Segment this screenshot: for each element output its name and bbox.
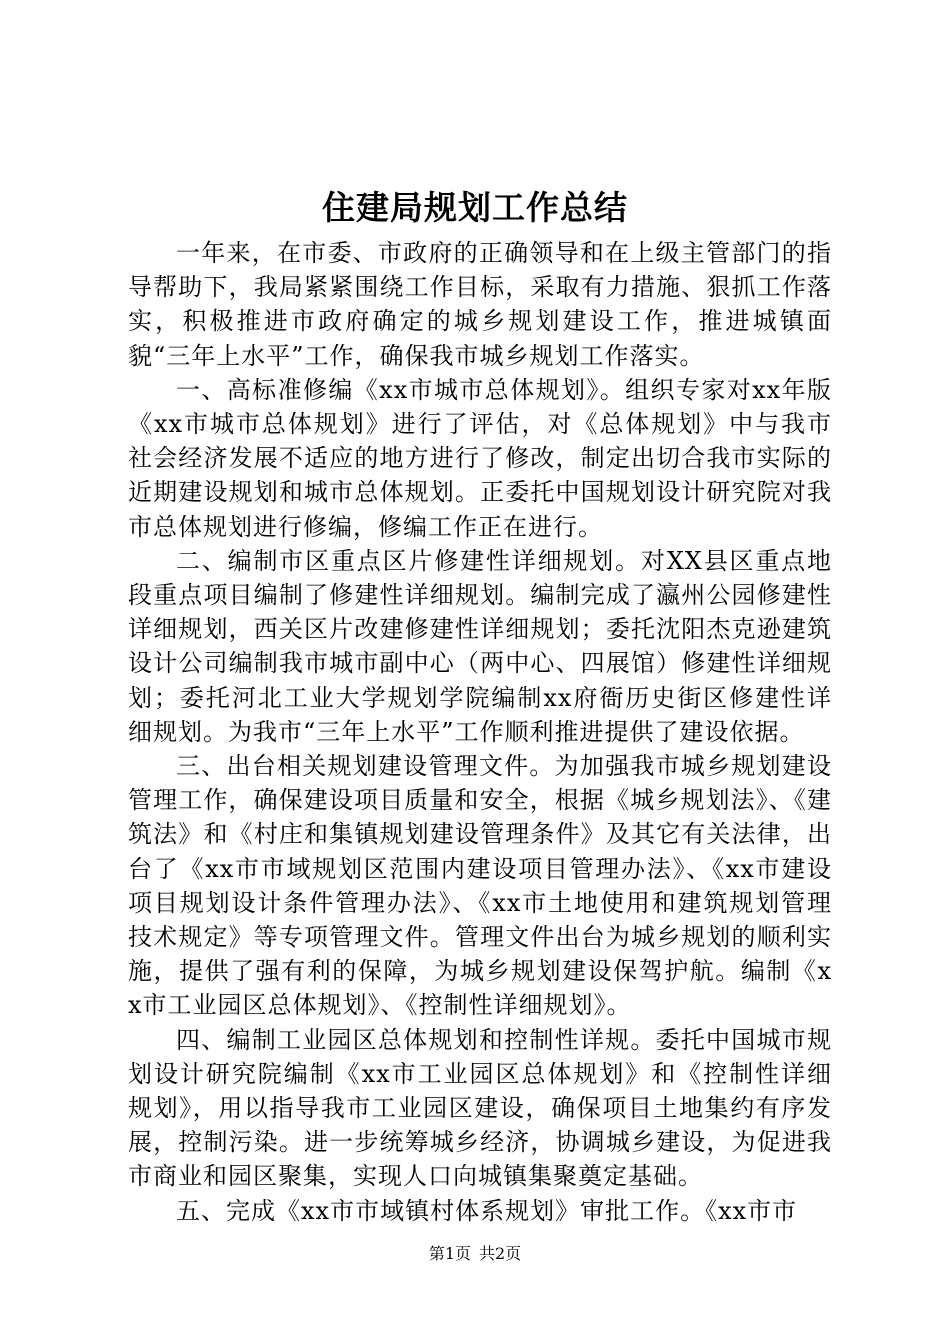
page-number: 第1页 (428, 1244, 471, 1263)
paragraph-section-5: 五、完成《xx市市域镇村体系规划》审批工作。《xx市市 (176, 1196, 798, 1225)
page-footer (0, 1244, 950, 1264)
page-total: 共2页 (479, 1244, 522, 1263)
document-body (128, 236, 832, 1228)
document-title: 住建局规划工作总结 (322, 188, 628, 227)
paragraph-section-4: 四、编制工业园区总体规划和控制性详规。委托中国城市规划设计研究院编制《xx市工业园区总体规划》和《控制性详细规划》，用以指导我市工业园区建设，确保项目土地集约有序发展，控制污染。进一步统筹城乡经济，协调城乡建设，为促进我市商业和园区聚集，实现人口向城镇集聚奠定基础。 (128, 1025, 832, 1191)
paragraph-intro: 一年来，在市委、市政府的正确领导和在上级主管部门的指导帮助下，我局紧紧围绕工作目标，采取有力措施、狠抓工作落实，积极推进市政府确定的城乡规划建设工作，推进城镇面貌“三年上水平”工作，确保我市城乡规划工作落实。 (128, 239, 832, 370)
paragraph-section-1: 一、高标准修编《xx市城市总体规划》。组织专家对xx年版《xx市城市总体规划》进行了评估，对《总体规划》中与我市社会经济发展不适应的地方进行了修改，制定出切合我市实际的近期建设规划和城市总体规划。正委托中国规划设计研究院对我市总体规划进行修编，修编工作正在进行。 (128, 375, 832, 541)
paragraph-section-3: 三、出台相关规划建设管理文件。为加强我市城乡规划建设管理工作，确保建设项目质量和安全，根据《城乡规划法》、《建筑法》和《村庄和集镇规划建设管理条件》及其它有关法律，出台了《xx市市域规划区范围内建设项目管理办法》、《xx市建设项目规划设计条件管理办法》、《xx市土地使用和建筑规划管理技术规定》等专项管理文件。管理文件出台为城乡规划的顺利实施，提供了强有利的保障，为城乡规划建设保驾护航。编制《xx市工业园区总体规划》、《控制性详细规划》。 (128, 752, 832, 1020)
paragraph-section-2: 二、编制市区重点区片修建性详细规划。对XX县区重点地段重点项目编制了修建性详细规划。编制完成了瀛州公园修建性详细规划，西关区片改建修建性详细规划；委托沈阳杰克逊建筑设计公司编制我市城市副中心（两中心、四展馆）修建性详细规划；委托河北工业大学规划学院编制xx府衙历史街区修建性详细规划。为我市“三年上水平”工作顺利推进提供了建设依据。 (128, 546, 832, 746)
